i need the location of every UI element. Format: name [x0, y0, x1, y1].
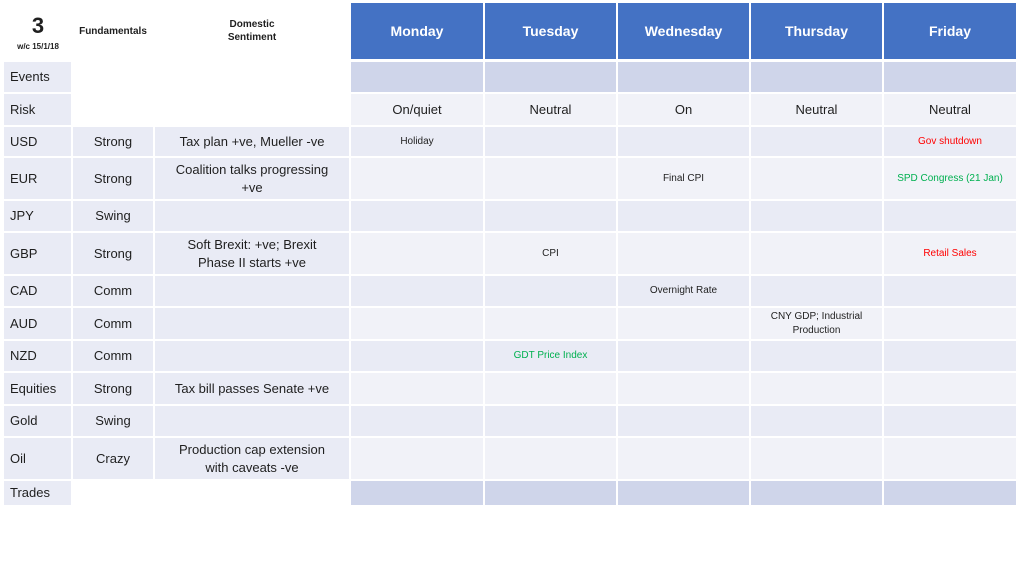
cell-text: On/quiet: [392, 101, 442, 117]
day-cell[interactable]: [485, 438, 616, 479]
cell-text: Oil: [10, 450, 26, 466]
day-cell[interactable]: [618, 406, 749, 436]
row-label-risk: [4, 94, 71, 125]
day-cell[interactable]: [751, 308, 882, 339]
row-label-jpy: [4, 201, 71, 231]
fundamental-cell[interactable]: [73, 438, 153, 479]
day-cell[interactable]: [884, 308, 1016, 339]
cell-text: Soft Brexit: +ve; Brexit Phase II starts +ve: [187, 236, 317, 270]
day-cell[interactable]: [884, 158, 1016, 199]
fundamental-cell[interactable]: [73, 373, 153, 404]
cell-text: Strong: [93, 170, 133, 186]
sentiment-cell[interactable]: [155, 373, 349, 404]
cell-text: JPY: [10, 208, 34, 223]
day-cell[interactable]: [618, 127, 749, 156]
day-cell[interactable]: [351, 127, 483, 156]
day-cell[interactable]: [351, 373, 483, 404]
cell-text: Fundamentals: [79, 25, 147, 37]
cell-text: Comm: [93, 315, 133, 331]
cell-text: Strong: [93, 245, 133, 261]
day-cell[interactable]: [884, 373, 1016, 404]
day-cell[interactable]: [351, 233, 483, 274]
day-cell[interactable]: [884, 94, 1016, 125]
row-label-eur: [4, 158, 71, 199]
cell-text: w/c 15/1/18: [17, 42, 59, 51]
row-label-gold: [4, 406, 71, 436]
day-cell[interactable]: [618, 94, 749, 125]
cell-text: Monday: [390, 23, 444, 39]
cell-text: CNY GDP; Industrial Production: [770, 310, 863, 336]
day-cell[interactable]: [485, 481, 616, 505]
cell-text: GDT Price Index: [513, 350, 588, 361]
cell-text: On: [674, 101, 693, 117]
day-cell[interactable]: [351, 158, 483, 199]
cell-text: Friday: [928, 23, 971, 39]
fundamental-cell[interactable]: [73, 201, 153, 231]
cell-text: AUD: [10, 315, 38, 331]
cell-text: GBP: [10, 245, 38, 261]
day-cell[interactable]: [884, 233, 1016, 274]
cell-text: Trades: [10, 485, 50, 500]
cell-text: Coalition talks progressing +ve: [175, 161, 329, 195]
cell-text: Tuesday: [522, 23, 579, 39]
sentiment-cell[interactable]: [155, 233, 349, 274]
row-label-usd: [4, 127, 71, 156]
day-cell[interactable]: [884, 341, 1016, 371]
cell-text: SPD Congress (21 Jan): [897, 172, 1003, 184]
day-cell[interactable]: [751, 233, 882, 274]
day-cell[interactable]: [618, 438, 749, 479]
cell-text: NZD: [10, 348, 37, 363]
cell-text: USD: [10, 133, 38, 149]
cell-text: Thursday: [784, 23, 848, 39]
cell-text: 3: [31, 13, 45, 38]
sentiment-cell[interactable]: [155, 127, 349, 156]
day-cell[interactable]: [884, 201, 1016, 231]
sentiment-cell[interactable]: [155, 276, 349, 306]
cell-text: Gold: [10, 413, 38, 428]
domestic-sentiment-header: [200, 16, 304, 46]
row-label-events: [4, 62, 71, 92]
sentiment-cell[interactable]: [155, 308, 349, 339]
cell-text: Swing: [95, 413, 131, 428]
cell-text: CPI: [542, 247, 559, 259]
row-label-aud: [4, 308, 71, 339]
day-cell[interactable]: [618, 233, 749, 274]
day-cell[interactable]: [751, 341, 882, 371]
day-cell[interactable]: [884, 276, 1016, 306]
day-cell[interactable]: [884, 406, 1016, 436]
week-number: [18, 12, 58, 40]
fundamental-cell[interactable]: [73, 233, 153, 274]
day-cell[interactable]: [751, 481, 882, 505]
cell-text: Retail Sales: [923, 247, 977, 259]
cell-text: Production cap extension with caveats -ve: [179, 441, 325, 475]
fundamental-cell[interactable]: [73, 406, 153, 436]
day-cell[interactable]: [485, 373, 616, 404]
day-cell[interactable]: [351, 406, 483, 436]
day-cell[interactable]: [618, 481, 749, 505]
row-label-nzd: [4, 341, 71, 371]
cell-text: Neutral: [529, 101, 572, 117]
day-header-tuesday[interactable]: [485, 3, 616, 59]
cell-text: Gov shutdown: [918, 135, 982, 147]
row-label-trades: [4, 481, 71, 505]
day-cell[interactable]: [618, 341, 749, 371]
cell-text: Comm: [93, 348, 133, 363]
day-cell[interactable]: [618, 308, 749, 339]
day-cell[interactable]: [884, 62, 1016, 92]
day-cell[interactable]: [351, 94, 483, 125]
day-cell[interactable]: [351, 438, 483, 479]
fundamental-cell[interactable]: [73, 341, 153, 371]
day-cell[interactable]: [485, 341, 616, 371]
cell-text: Wednesday: [644, 23, 723, 39]
day-cell[interactable]: [884, 438, 1016, 479]
cell-text: Tax bill passes Senate +ve: [174, 380, 330, 396]
row-label-gbp: [4, 233, 71, 274]
cell-text: Comm: [93, 283, 133, 298]
sentiment-cell[interactable]: [155, 406, 349, 436]
row-label-oil: [4, 438, 71, 479]
sentiment-cell[interactable]: [155, 341, 349, 371]
cell-text: Risk: [10, 101, 36, 117]
day-cell[interactable]: [351, 308, 483, 339]
cell-text: Crazy: [96, 450, 130, 466]
day-cell[interactable]: [751, 373, 882, 404]
day-cell[interactable]: [751, 276, 882, 306]
day-cell[interactable]: [351, 481, 483, 505]
day-cell[interactable]: [485, 201, 616, 231]
sentiment-cell[interactable]: [155, 438, 349, 479]
day-cell[interactable]: [618, 276, 749, 306]
cell-text: Strong: [93, 380, 133, 396]
cell-text: CAD: [10, 283, 38, 298]
cell-text: Equities: [10, 380, 57, 396]
day-cell[interactable]: [618, 158, 749, 199]
day-header-wednesday[interactable]: [618, 3, 749, 59]
fundamental-cell[interactable]: [73, 308, 153, 339]
day-cell[interactable]: [351, 341, 483, 371]
cell-text: Neutral: [795, 101, 838, 117]
day-cell[interactable]: [618, 62, 749, 92]
cell-text: Domestic Sentiment: [227, 19, 277, 43]
row-label-equities: [4, 373, 71, 404]
cell-text: Events: [10, 69, 50, 84]
day-cell[interactable]: [351, 62, 483, 92]
cell-text: Overnight Rate: [649, 285, 718, 296]
day-cell[interactable]: [351, 201, 483, 231]
cell-text: Tax plan +ve, Mueller -ve: [179, 133, 325, 149]
day-cell[interactable]: [751, 438, 882, 479]
cell-text: Final CPI: [662, 172, 705, 184]
day-cell[interactable]: [485, 94, 616, 125]
cell-text: Swing: [95, 208, 131, 223]
day-cell[interactable]: [485, 406, 616, 436]
day-header-friday[interactable]: [884, 3, 1016, 59]
day-cell[interactable]: [751, 201, 882, 231]
week-of-label: [8, 40, 68, 54]
day-cell[interactable]: [751, 94, 882, 125]
day-cell[interactable]: [351, 276, 483, 306]
day-cell[interactable]: [751, 158, 882, 199]
day-cell[interactable]: [618, 373, 749, 404]
fundamental-cell[interactable]: [73, 127, 153, 156]
day-cell[interactable]: [751, 406, 882, 436]
day-header-thursday[interactable]: [751, 3, 882, 59]
sentiment-cell[interactable]: [155, 158, 349, 199]
day-cell[interactable]: [485, 62, 616, 92]
cell-text: Neutral: [929, 101, 971, 117]
day-cell[interactable]: [485, 276, 616, 306]
cell-text: Strong: [93, 133, 133, 149]
day-cell[interactable]: [751, 62, 882, 92]
day-cell[interactable]: [751, 127, 882, 156]
day-header-monday[interactable]: [351, 3, 483, 59]
fundamental-cell[interactable]: [73, 276, 153, 306]
cell-text: EUR: [10, 170, 38, 186]
day-cell[interactable]: [485, 308, 616, 339]
day-cell[interactable]: [485, 127, 616, 156]
sentiment-cell[interactable]: [155, 201, 349, 231]
fundamental-cell[interactable]: [73, 158, 153, 199]
fundamentals-header: [73, 20, 153, 42]
day-cell[interactable]: [618, 201, 749, 231]
day-cell[interactable]: [884, 127, 1016, 156]
day-cell[interactable]: [485, 233, 616, 274]
row-label-cad: [4, 276, 71, 306]
day-cell[interactable]: [884, 481, 1016, 505]
day-cell[interactable]: [485, 158, 616, 199]
cell-text: Holiday: [400, 135, 434, 147]
